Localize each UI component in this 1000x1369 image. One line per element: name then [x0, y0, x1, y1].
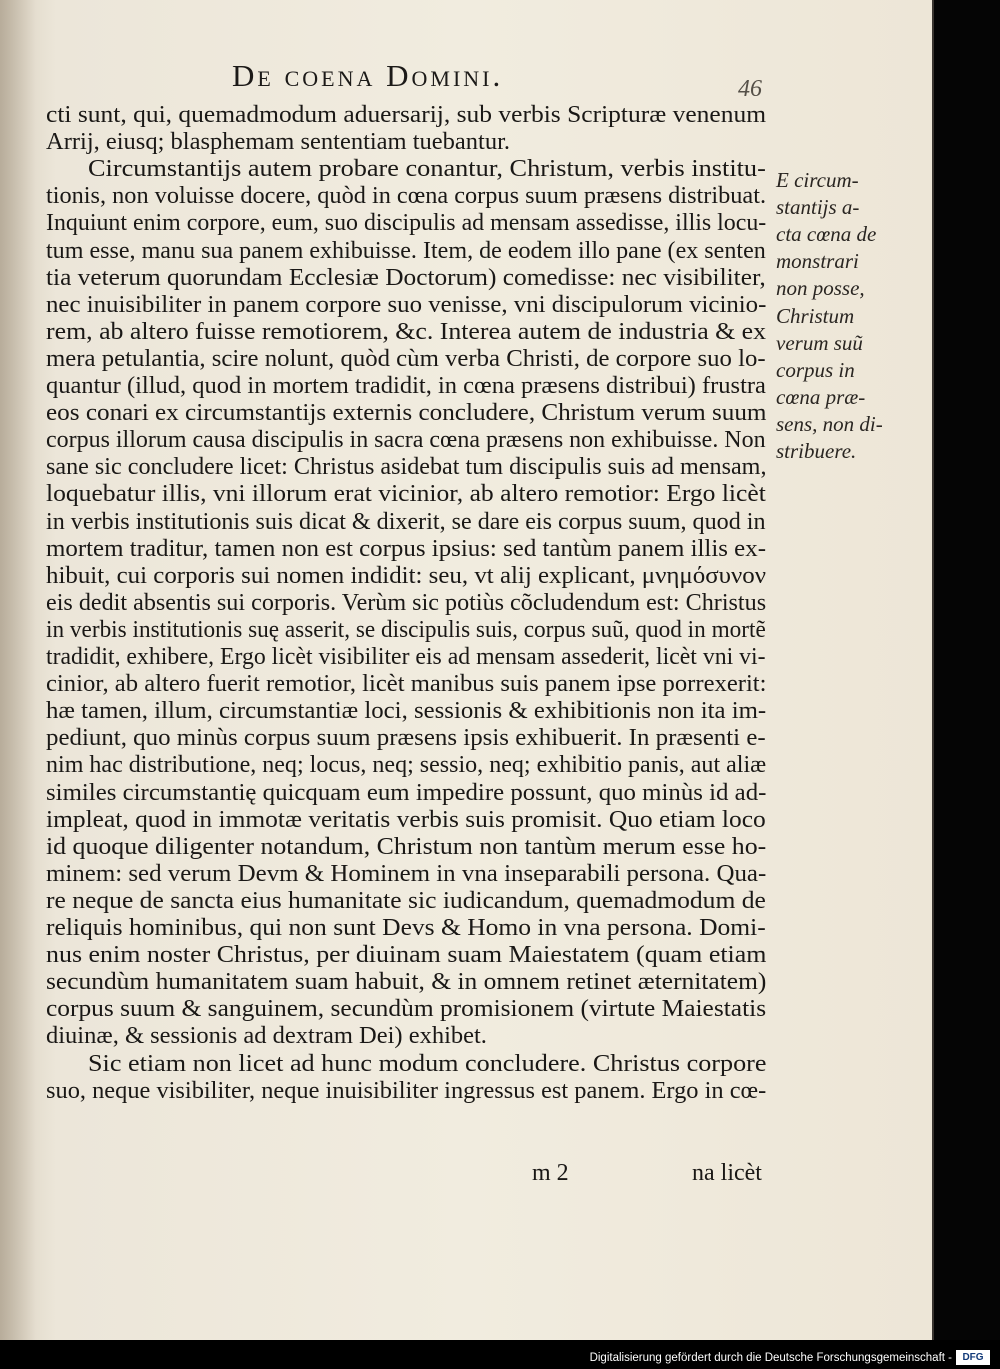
text-line: cinior, ab altero fuerit remotior, licèt manibus suis panem ipse porrexerit:	[46, 670, 767, 698]
text-line: hibuit, cui corporis sui nomen indidit: seu, vt alij explicant, μνημόσυνον	[46, 561, 766, 589]
text-line: in verbis institutionis suis dicat & dixerit, se dare eis corpus suum, quod in	[46, 507, 766, 535]
text-line: Sic etiam non licet ad hunc modum concludere. Christus corpore	[88, 1049, 767, 1077]
text-line: hæ tamen, illum, circumstantiæ loci, sessionis & exhibitionis non ita im-	[46, 697, 767, 725]
text-line: mera petulantia, scire nolunt, quòd cùm verba Christi, de corpore suo lo-	[46, 344, 766, 372]
text-line: rem, ab altero fuisse remotiorem, &c. Interea autem de industria & ex	[46, 317, 767, 345]
text-line: similes circumstantię quicquam eum impedire possunt, quo minùs id ad-	[46, 778, 767, 806]
text-line: corpus illorum causa discipulis in sacra cœna præsens non exhibuisse. Non	[46, 426, 766, 454]
text-line: corpus suum & sanguinem, secundùm promisionem (virtute Maiestatis	[46, 995, 767, 1023]
text-line: eis dedit absentis sui corporis. Verùm sic potiùs cõcludendum est: Christus	[46, 588, 767, 616]
text-line: secundùm humanitatem suam habuit, & in omnem retinet æternitatem)	[46, 968, 767, 996]
text-line: tradidit, exhibere, Ergo licèt visibiliter eis ad mensam assederit, licèt vni vi-	[46, 643, 766, 670]
text-line: nus enim noster Christus, per diuinam suam Maiestatem (quam etiam	[46, 941, 767, 969]
text-line: reliquis hominibus, qui non sunt Devs & Homo in vna persona. Domi-	[46, 914, 766, 941]
text-line: pediunt, quo minùs corpus suum præsens ipsis exhibuerit. In præsenti e-	[46, 724, 766, 752]
text-line: quantur (illud, quod in mortem tradidit, in cœna præsens distribui) frustra	[46, 372, 766, 399]
text-line: in verbis institutionis suę asserit, se discipulis suis, corpus suũ, quod in mortẽ	[46, 615, 766, 643]
text-line: sane sic concludere licet: Christus asidebat tum discipulis suis ad mensam,	[46, 453, 767, 481]
text-line: mortem traditur, tamen non est corpus ipsius: sed tantùm panem illis ex-	[46, 534, 766, 562]
marginal-note-line: non posse,	[776, 276, 865, 301]
marginal-note-line: Christum	[776, 303, 855, 328]
catchword: na licèt	[692, 1160, 762, 1186]
text-line: tionis, non voluisse docere, quòd in cœna corpus suum præsens distribuat.	[46, 182, 767, 210]
text-line: tum esse, manu sua panem exhibuisse. Item, de eodem illo pane (ex senten	[46, 236, 766, 264]
marginal-note-line: sens, non di-	[776, 411, 883, 436]
marginal-note-line: cta cœna de	[776, 222, 877, 247]
marginal-note-line: E circum-	[776, 168, 859, 192]
text-line: eos conari ex circumstantijs externis concludere, Christum verum suum	[46, 399, 767, 427]
folio-number: 46	[738, 76, 762, 102]
marginal-note-line: stantijs a-	[776, 195, 860, 220]
text-line: Circumstantijs autem probare conantur, Christum, verbis institu-	[88, 155, 766, 183]
text-line: minem: sed verum Devm & Hominem in vna inseparabili persona. Qua-	[46, 859, 767, 887]
dfg-logo: DFG	[956, 1350, 990, 1365]
text-line: tia veterum quorundam Ecclesiæ Doctorum) comedisse: nec visibiliter,	[46, 263, 766, 291]
text-line: re neque de sancta eius humanitate sic iudicandum, quemadmodum de	[46, 886, 766, 914]
text-line: Arrij, eiusq; blasphemam sententiam tuebantur.	[46, 128, 511, 156]
text-line: id quoque diligenter notandum, Christum non tantùm merum esse ho-	[46, 832, 767, 860]
marginal-note-line: stribuere.	[776, 439, 857, 463]
marginal-note-line: verum suũ	[776, 330, 863, 355]
text-line: diuinæ, & sessionis ad dextram Dei) exhibet.	[46, 1022, 487, 1050]
marginal-note-line: cœna præ-	[776, 384, 866, 409]
text-line: impleat, quod in immotæ veritatis verbis suis promisit. Quo etiam loco	[46, 805, 766, 833]
text-line: suo, neque visibiliter, neque inuisibiliter ingressus est panem. Ergo in cœ-	[46, 1076, 767, 1104]
signature-mark: m 2	[532, 1160, 569, 1186]
marginal-note-line: corpus in	[776, 357, 855, 382]
marginal-note-line: monstrari	[776, 249, 859, 274]
text-line: cti sunt, qui, quemadmodum aduersarij, sub verbis Scripturæ venenum	[46, 101, 767, 128]
text-line: Inquiunt enim corpore, eum, suo discipulis ad mensam assedisse, illis locu-	[46, 209, 767, 237]
text-line: loquebatur illis, vni illorum erat vicinior, ab altero remotior: Ergo licèt	[46, 480, 766, 508]
text-line: nim hac distributione, neq; locus, neq; sessio, neq; exhibitio panis, aut aliæ	[46, 751, 767, 779]
running-head: De coena Domini.	[232, 58, 504, 93]
footer-credit: Digitalisierung gefördert durch die Deutsche Forschungsgemeinschaft -	[589, 1352, 952, 1364]
text-line: nec inuisibiliter in panem corpore suo venisse, vni discipulorum vicinio-	[46, 290, 767, 318]
